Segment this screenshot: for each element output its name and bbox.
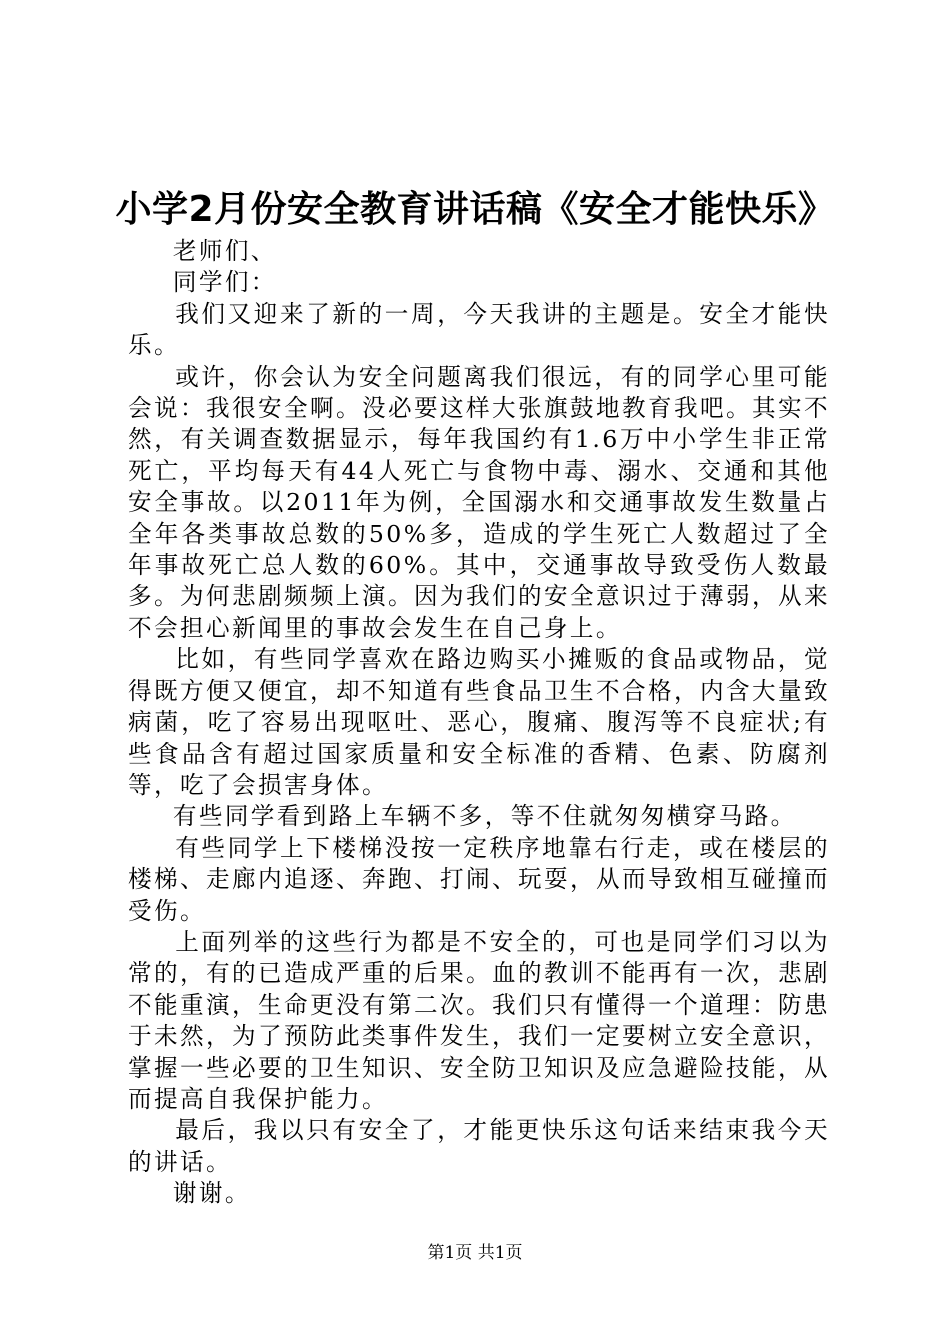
document-body: [128, 236, 830, 1210]
paragraph-road-crossing: 有些同学看到路上车辆不多，等不住就匆匆横穿马路。: [172, 802, 797, 831]
salutation-students: 同学们：: [172, 268, 277, 297]
paragraph-statistics: 或许，你会认为安全问题离我们很远，有的同学心里可能会说：我很安全啊。没必要这样大张旗鼓地教育我吧。其实不然，有关调查数据显示，每年我国约有1.6万中小学生非正常死亡，平均每天有44人死亡与食物中毒、溺水、交通和其他安全事故。以2011年为例，全国溺水和交通事故发生数量占全年各类事故总数的50%多，造成的学生死亡人数超过了全年事故死亡总人数的60%。其中，交通事故导致受伤人数最多。为何悲剧频频上演。因为我们的安全意识过于薄弱，从来不会担心新闻里的事故会发生在自己身上。: [128, 362, 830, 642]
paragraph-intro: 我们又迎来了新的一周，今天我讲的主题是。安全才能快乐。: [128, 299, 830, 360]
paragraph-thanks: 谢谢。: [172, 1179, 251, 1208]
paragraph-closing: 最后，我以只有安全了，才能更快乐这句话来结束我今天的讲话。: [128, 1116, 830, 1176]
document-title: 小学2月份安全教育讲话稿《安全才能快乐》: [115, 189, 835, 230]
paragraph-stairs: 有些同学上下楼梯没按一定秩序地靠右行走，或在楼层的楼梯、走廊内追逐、奔跑、打闹、玩耍，从而导致相互碰撞而受伤。: [128, 833, 830, 925]
paragraph-food-safety: 比如，有些同学喜欢在路边购买小摊贩的食品或物品，觉得既方便又便宜，却不知道有些食品卫生不合格，内含大量致病菌，吃了容易出现呕吐、恶心，腹痛、腹泻等不良症状;有些食品含有超过国家质量和安全标准的香精、色素、防腐剂等，吃了会损害身体。: [128, 645, 830, 799]
paragraph-lessons: 上面列举的这些行为都是不安全的，可也是同学们习以为常的，有的已造成严重的后果。血的教训不能再有一次，悲剧不能重演，生命更没有第二次。我们只有懂得一个道理：防患于未然，为了预防此类事件发生，我们一定要树立安全意识，掌握一些必要的卫生知识、安全防卫知识及应急避险技能，从而提高自我保护能力。: [128, 927, 830, 1113]
page-footer: 第1页 共1页: [427, 1243, 523, 1263]
salutation-teachers: 老师们、: [172, 237, 277, 265]
